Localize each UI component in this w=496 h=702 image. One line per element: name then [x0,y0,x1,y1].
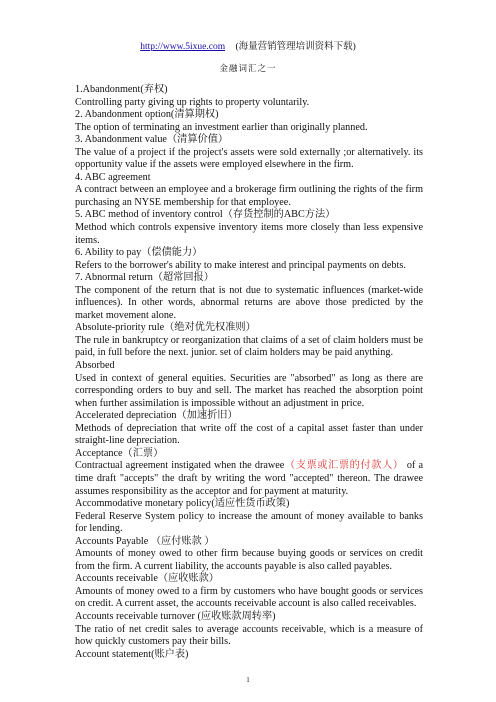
entry-term: 3. Abandonment value（清算价值） [75,134,229,146]
entry-term: Absolute-priority rule（绝对优先权准则） [75,322,256,334]
entry-definition: The ratio of net credit sales to average accounts receivable, which is a measure of how quickly customers pay their bills. [75,623,423,648]
entry-definition: Refers to the borrower's ability to make interest and principal payments on debts. [75,259,406,271]
entry-term: 4. ABC agreement [75,171,151,183]
entry-definition [75,460,423,498]
entry-term: 6. Ability to pay（偿债能力） [75,247,203,259]
entry-term: Accounts receivable turnover (应收账款周转率) [75,610,276,622]
entry-definition: Methods of depreciation that write off the cost of a capital asset faster than under straight-line depreciation. [75,422,423,447]
page-number: 1 [246,676,250,684]
document-title: 金融词汇之一 [219,63,277,73]
entry-term: 7. Abnormal return（超常回报） [75,272,214,284]
entry-term: Accounts receivable（应收账款） [75,573,219,585]
entry-term: Accommodative monetary policy(适应性货币政策) [75,498,290,510]
entry-definition: Amounts of money owed to other firm because buying goods or services on credit from the firm. A current liability, the accounts payable is also called payables. [75,548,423,572]
site-link[interactable]: http://www.5ixue.com [140,42,226,52]
entry-definition: The component of the return that is not due to systematic influences (market-wide influences). In other words, abnormal returns are above those predicted by the market movement alone. [75,284,423,321]
entry-term: Accounts Payable （应付账款 ） [75,535,215,547]
entry-term: Accelerated depreciation（加速折旧） [75,410,238,422]
entry-definition: The rule in bankruptcy or reorganization that claims of a set of claim holders must be paid, in full before the next. junior. set of claim holders may be paid anything. [75,334,423,359]
entry-definition: Used in context of general equities. Securities are "absorbed" as long as there are corresponding orders to buy and sell. The market has reached the absorption point when further assimilation is impossible without an adjustment in price. [75,372,423,409]
entry-definition: The value of a project if the project's assets were sold externally ;or alternatively. its opportunity value if the assets were employed elsewhere in the firm. [75,146,423,171]
definition-part: of a time draft "accepts" the draft by writing the word "accepted" thereon. The drawee assumes responsibility as the acceptor and for payment at maturity. [75,460,424,497]
entry-definition: Federal Reserve System policy to increase the amount of money available to banks for lending. [75,510,423,535]
entry-term: 1.Abandonment(弃权) [75,84,168,95]
entry-definition: Method which controls expensive inventory items more closely than less expensive items. [75,222,423,246]
definition-part: Contractual agreement instigated when the drawee [75,460,285,472]
entry-term: Absorbed [75,360,115,372]
glossary-content [75,84,423,661]
entry-term: Acceptance（汇票） [75,447,164,459]
entry-term: 2. Abandonment option(清算期权) [75,109,219,121]
entry-definition: Amounts of money owed to a firm by customers who have bought goods or services on credit. A current asset, the accounts receivable account is also called receivables. [75,585,423,610]
page-header [0,38,496,52]
entry-definition: The option of terminating an investment earlier than originally planned. [75,121,368,133]
header-note: (海量营销管理培训资料下载) [235,42,356,52]
highlighted-term: （支票或汇票的付款人） [284,460,404,472]
entry-definition: Controlling party giving up rights to property voluntarily. [75,96,310,108]
entry-term: Account statement(账户表) [75,648,189,660]
entry-term: 5. ABC method of inventory control（存货控制的ABC方法） [75,209,336,221]
entry-definition: A contract between an employee and a brokerage firm outlining the rights of the firm purchasing an NYSE membership for that employee. [75,184,423,208]
